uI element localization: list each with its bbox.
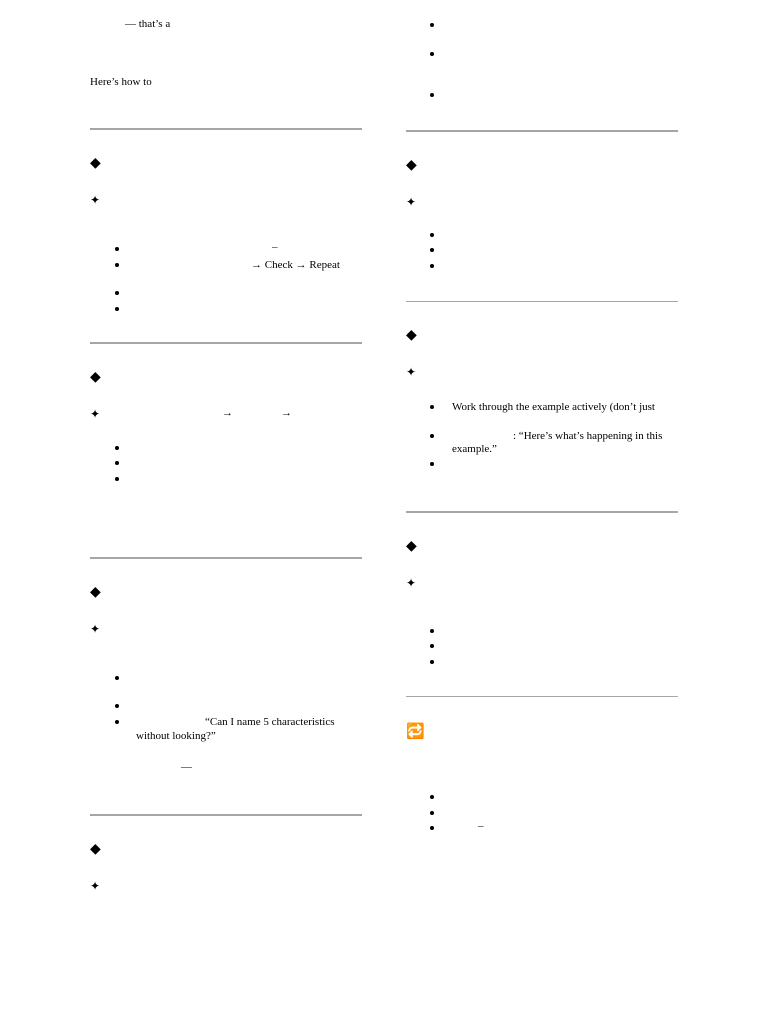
divider — [90, 557, 362, 559]
four-point-star-icon: ✦ — [406, 195, 417, 209]
list-bullet — [430, 462, 434, 466]
list-bullet — [430, 644, 434, 648]
list-bullet — [430, 264, 434, 268]
diamond-icon: ◆ — [90, 155, 101, 171]
list-bullet — [115, 446, 119, 450]
dash-mark: – — [272, 241, 278, 253]
divider — [90, 342, 362, 344]
list-bullet — [115, 461, 119, 465]
dash-mark: – — [478, 820, 484, 832]
divider — [406, 301, 678, 302]
four-point-star-icon: ✦ — [90, 193, 101, 207]
arrow-mark: → — [222, 407, 233, 419]
list-bullet — [115, 291, 119, 295]
list-bullet — [430, 660, 434, 664]
diamond-icon: ◆ — [406, 327, 417, 343]
list-item-text: : “Here’s what’s happening in this — [513, 430, 663, 442]
intro-text-2: Here’s how to — [90, 76, 152, 88]
list-bullet — [115, 676, 119, 680]
divider — [406, 130, 678, 132]
list-bullet — [430, 434, 434, 438]
list-bullet — [430, 233, 434, 237]
list-bullet — [115, 720, 119, 724]
list-bullet — [115, 263, 119, 267]
list-item-text: → Check → Repeat — [251, 259, 340, 271]
divider — [406, 696, 678, 697]
list-item-text: example.” — [452, 443, 497, 455]
list-bullet — [430, 795, 434, 799]
divider — [90, 128, 362, 130]
list-item-text: Work through the example actively (don’t just — [452, 401, 655, 413]
intro-text-1: — that’s a — [125, 18, 171, 30]
four-point-star-icon: ✦ — [90, 407, 101, 421]
repeat-arrows-icon: 🔁 — [406, 722, 425, 740]
divider — [406, 511, 678, 513]
four-point-star-icon: ✦ — [90, 879, 101, 893]
divider — [90, 814, 362, 816]
list-bullet — [430, 629, 434, 633]
list-bullet — [430, 405, 434, 409]
list-item-text: “Can I name 5 characteristics — [205, 716, 335, 728]
list-bullet — [430, 52, 434, 56]
diamond-icon: ◆ — [90, 584, 101, 600]
list-bullet — [430, 826, 434, 830]
diamond-icon: ◆ — [406, 538, 417, 554]
arrow-mark: → — [281, 407, 292, 419]
list-bullet — [430, 248, 434, 252]
diamond-icon: ◆ — [90, 369, 101, 385]
list-bullet — [430, 23, 434, 27]
list-item-text: without looking?” — [136, 730, 216, 742]
four-point-star-icon: ✦ — [406, 576, 417, 590]
list-bullet — [115, 247, 119, 251]
list-bullet — [115, 477, 119, 481]
four-point-star-icon: ✦ — [90, 622, 101, 636]
diamond-icon: ◆ — [406, 157, 417, 173]
list-bullet — [430, 811, 434, 815]
dash-mark: — — [181, 761, 192, 773]
list-bullet — [115, 307, 119, 311]
four-point-star-icon: ✦ — [406, 365, 417, 379]
diamond-icon: ◆ — [90, 841, 101, 857]
list-bullet — [115, 704, 119, 708]
list-bullet — [430, 93, 434, 97]
